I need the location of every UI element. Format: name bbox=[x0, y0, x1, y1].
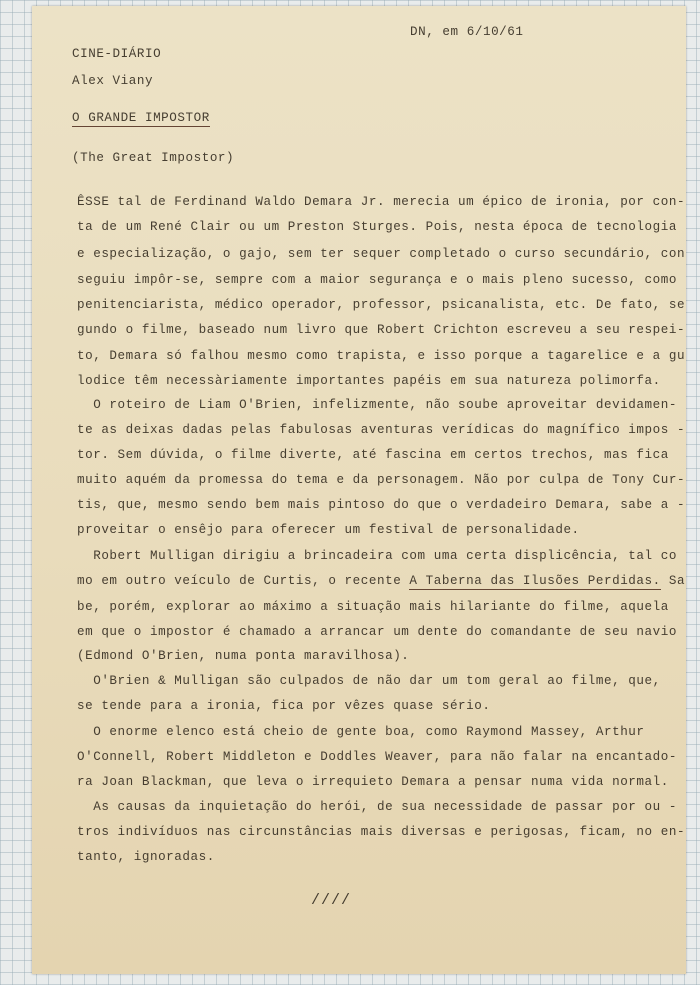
body-line: to, Demara só falhou mesmo como trapista, e isso porque a tagarelice e a gu bbox=[77, 349, 686, 363]
original-title: (The Great Impostor) bbox=[72, 151, 235, 165]
body-line: Robert Mulligan dirigiu a brincadeira com uma certa displicência, tal co bbox=[77, 549, 677, 563]
body-line: As causas da inquietação do herói, de sua necessidade de passar por ou - bbox=[77, 800, 677, 814]
body-line: O roteiro de Liam O'Brien, infelizmente, não soube aproveitar devidamen- bbox=[77, 398, 677, 412]
body-line: ra Joan Blackman, que leva o irrequieto Demara a pensar numa vida normal. bbox=[77, 775, 669, 789]
body-line: se tende para a ironia, fica por vêzes quase sério. bbox=[77, 699, 491, 713]
body-line: te as deixas dadas pelas fabulosas aventuras verídicas do magnífico impos - bbox=[77, 423, 686, 437]
body-line: tros indivíduos nas circunstâncias mais diversas e perigosas, ficam, no en- bbox=[77, 825, 686, 839]
body-line: penitenciarista, médico operador, professor, psicanalista, etc. De fato, se bbox=[77, 298, 686, 312]
film-title-underlined: A Taberna das Ilusões Perdidas. bbox=[409, 574, 661, 588]
body-line: O'Connell, Robert Middleton e Doddles Weaver, para não falar na encantado- bbox=[77, 750, 677, 764]
body-line: tanto, ignoradas. bbox=[77, 850, 215, 864]
body-line: ÊSSE tal de Ferdinand Waldo Demara Jr. merecia um épico de ironia, por con- bbox=[77, 195, 686, 209]
body-line: be, porém, explorar ao máximo a situação mais hilariante do filme, aquela bbox=[77, 600, 669, 614]
body-line: proveitar o ensêjo para oferecer um festival de personalidade. bbox=[77, 523, 580, 537]
body-line: mo em outro veículo de Curtis, o recente A Taberna das Ilusões Perdidas. Sa bbox=[77, 574, 686, 588]
body-line: gundo o filme, baseado num livro que Robert Crichton escreveu a seu respei- bbox=[77, 323, 686, 337]
body-line: tor. Sem dúvida, o filme diverte, até fascina em certos trechos, mas fica bbox=[77, 448, 669, 462]
article-title: O GRANDE IMPOSTOR bbox=[72, 111, 210, 125]
body-line: O enorme elenco está cheio de gente boa, como Raymond Massey, Arthur bbox=[77, 725, 645, 739]
column-name: CINE-DIÁRIO bbox=[72, 47, 162, 61]
body-line: muito aquém da promessa do tema e da personagem. Não por culpa de Tony Cur- bbox=[77, 473, 686, 487]
body-line: ta de um René Clair ou um Preston Sturges. Pois, nesta época de tecnologia bbox=[77, 220, 677, 234]
body-line: seguiu impôr-se, sempre com a maior segurança e o mais pleno sucesso, como bbox=[77, 273, 677, 287]
body-line: lodice têm necessàriamente importantes papéis em sua natureza polimorfa. bbox=[77, 374, 661, 388]
body-line: e especialização, o gajo, sem ter sequer completado o curso secundário, con bbox=[77, 247, 686, 261]
end-marks: //// bbox=[311, 892, 352, 909]
body-line: em que o impostor é chamado a arrancar um dente do comandante de seu navio bbox=[77, 625, 677, 639]
body-line: tis, que, mesmo sendo bem mais pintoso do que o verdadeiro Demara, sabe a - bbox=[77, 498, 686, 512]
author-name: Alex Viany bbox=[72, 74, 154, 88]
body-line: O'Brien & Mulligan são culpados de não dar um tom geral ao filme, que, bbox=[77, 674, 661, 688]
dateline: DN, em 6/10/61 bbox=[410, 25, 524, 39]
body-line: (Edmond O'Brien, numa ponta maravilhosa). bbox=[77, 649, 410, 663]
